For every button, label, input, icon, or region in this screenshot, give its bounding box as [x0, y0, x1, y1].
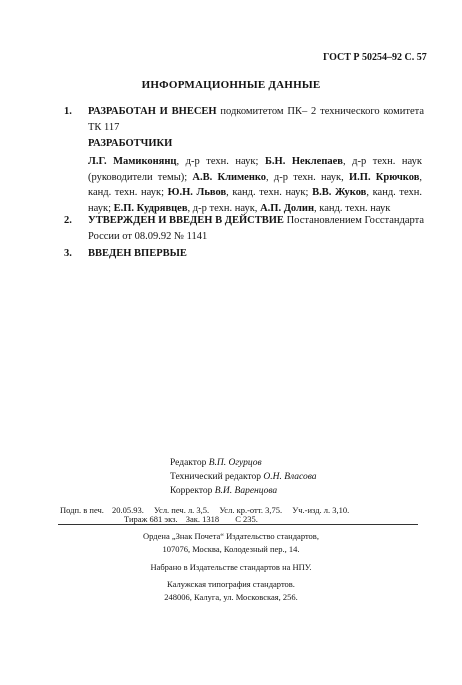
- developer-name: Б.Н. Неклепаев: [264, 156, 343, 167]
- imprint-code: С 235.: [235, 514, 258, 524]
- credit-tech-editor: [170, 472, 317, 482]
- imprint-circulation: Тираж 681 экз.: [124, 514, 178, 524]
- developer-title: , д-р техн. наук (руководители темы);: [88, 156, 422, 183]
- imprint-order: Зак. 1318: [185, 514, 220, 524]
- item-body: [88, 104, 424, 135]
- footer-publisher: Ордена „Знак Почета“ Издательство стандартов,: [143, 531, 319, 541]
- item-number: 3.: [64, 248, 72, 259]
- developers-list: [88, 154, 422, 216]
- developer-name: В.В. Жуков: [312, 187, 367, 198]
- footer-typeset: Набрано в Издательстве стандартов на НПУ.: [150, 562, 312, 572]
- footer-printer-address: 248006, Калуга, ул. Московская, 256.: [164, 592, 298, 602]
- developer-title: , канд. техн. наук;: [226, 187, 313, 198]
- info-item-2: [64, 213, 424, 244]
- item-body: [88, 246, 424, 262]
- developer-name: А.В. Клименко: [192, 171, 267, 183]
- item-number: 2.: [64, 215, 72, 226]
- credit-corrector: [170, 486, 277, 496]
- page-header-gost: ГОСТ Р 50254–92 С. 57: [323, 52, 427, 63]
- item-lead: ВВЕДЕН ВПЕРВЫЕ: [88, 248, 187, 259]
- imprint-print-sheets: Усл. печ. л. 3,5.: [154, 505, 210, 515]
- editor-label: Редактор: [170, 458, 207, 468]
- developer-title: , канд. техн. наук;: [88, 187, 423, 214]
- corrector-name: В.И. Варенцова: [214, 486, 278, 496]
- corrector-label: Корректор: [170, 486, 213, 496]
- developer-title: , д-р техн. наук,: [266, 171, 349, 183]
- section-title: ИНФОРМАЦИОННЫЕ ДАННЫЕ: [141, 79, 321, 91]
- imprint-color-prints: Усл. кр.-отт. 3,75.: [219, 505, 283, 515]
- imprint-line-2: [124, 514, 258, 524]
- info-item-1: [64, 104, 424, 135]
- footer-printer: Калужская типография стандартов.: [167, 579, 295, 589]
- developer-title: , д-р техн. наук;: [176, 156, 265, 167]
- developer-name: Е.П. Кудрявцев: [113, 202, 188, 214]
- item-body: [88, 213, 424, 244]
- info-item-3: [64, 246, 424, 262]
- tech-editor-name: О.Н. Власова: [263, 472, 317, 482]
- developer-name: И.П. Крючков: [348, 171, 420, 183]
- imprint-signed: Подп. в печ.: [60, 505, 104, 515]
- editor-name: В.П. Огурцов: [208, 458, 262, 468]
- footer-publisher-address: 107076, Москва, Колодезный пер., 14.: [162, 544, 300, 554]
- credit-editor: [170, 458, 262, 468]
- item-number: 1.: [64, 106, 72, 117]
- developer-title: , канд. техн. наук;: [88, 171, 422, 198]
- imprint-pub-sheets: Уч.-изд. л. 3,10.: [292, 505, 350, 515]
- item-lead: РАЗРАБОТАН И ВНЕСЕН: [88, 106, 217, 117]
- item-text: Постановлением Госстандарта России от 08.09.92 № 1141: [88, 215, 424, 242]
- item-text: подкомитетом ПК– 2 технического комитета ТК 117: [88, 106, 424, 133]
- developer-name: А.П. Долин: [260, 202, 315, 214]
- developer-title: , канд. техн. наук: [314, 202, 391, 214]
- developers-heading: РАЗРАБОТЧИКИ: [88, 138, 173, 149]
- developer-name: Л.Г. Мамиконянц: [88, 156, 177, 167]
- developer-name: Ю.Н. Львов: [167, 187, 227, 198]
- imprint-divider: [58, 524, 418, 525]
- tech-editor-label: Технический редактор: [170, 472, 261, 482]
- developer-title: , д-р техн. наук,: [187, 202, 261, 214]
- imprint-signed-date: 20.05.93.: [112, 505, 144, 515]
- item-lead: УТВЕРЖДЕН И ВВЕДЕН В ДЕЙСТВИЕ: [88, 215, 284, 226]
